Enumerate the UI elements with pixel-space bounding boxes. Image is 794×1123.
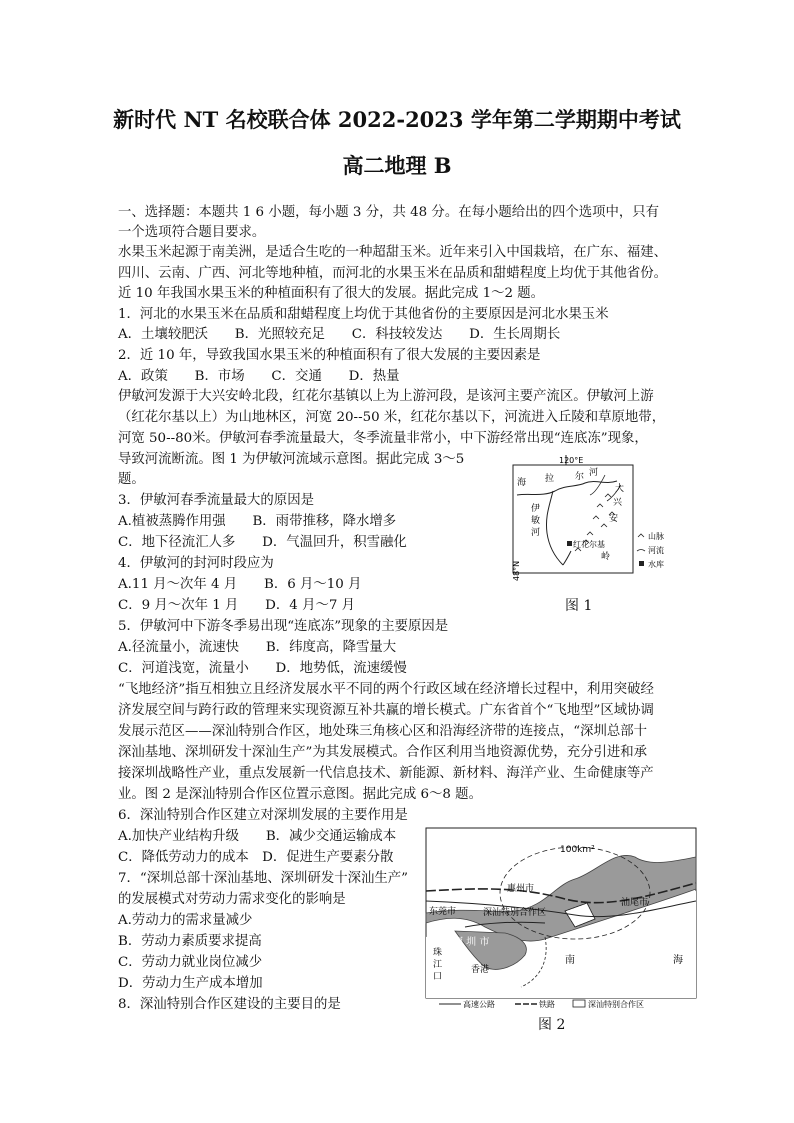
text-line: A．政策 B．市场 C．交通 D．热量 — [118, 369, 400, 384]
text-line: 题。 — [118, 472, 145, 487]
range-da: 大 — [615, 484, 625, 494]
place-hai: 海 — [517, 478, 527, 488]
text-line: “飞地经济”指互相独立且经济发展水平不同的两个行政区域在经济增长过程中，利用突破经 — [118, 682, 654, 697]
huizhou-label: 惠州市 — [507, 884, 535, 894]
text-line: 四川、云南、广西、河北等地种植，而河北的水果玉米在品质和甜蜡程度上均优于其他省份。 — [118, 266, 668, 281]
river-min: 敏 — [531, 516, 541, 526]
text-line: 的发展模式对劳动力需求变化的影响是 — [118, 892, 346, 907]
text-line: 深汕基地、深圳研发十深汕生产”为其发展模式。合作区利用当地资源优势，充分引进和承 — [118, 745, 648, 760]
place-la: 拉 — [545, 474, 555, 484]
area-label: 100km² — [560, 845, 595, 855]
range-xing: 兴 — [613, 498, 623, 508]
text-line: 发展示范区——深汕特别合作区，地处珠三角核心区和沿海经济带的连接点，“深圳总部十 — [118, 724, 648, 739]
legend-mountain-symbol — [638, 534, 644, 537]
text-line: 3．伊敏河春季流量最大的原因是 — [118, 493, 314, 508]
text-line: C．河道浅宽，流量小 D．地势低，流速缓慢 — [118, 661, 407, 676]
text-line: 济发展空间与跨行政的管理来实现资源互补共赢的增长模式。广东省首个“飞地型”区域协调 — [118, 703, 654, 718]
text-line: D．劳动力生产成本增加 — [118, 976, 263, 991]
longitude-label: 120°E — [559, 456, 584, 465]
text-line: 伊敏河发源于大兴安岭北段，红花尔基镇以上为上游河段，是该河主要产流区。伊敏河上游 — [118, 389, 654, 404]
text-line: A.径流量小，流速快 B．纬度高，降雪量大 — [118, 640, 397, 655]
legend-river-symbol — [637, 550, 645, 552]
text-line: A.加快产业结构升级 B．减少交通运输成本 — [118, 829, 397, 844]
zhujiang-char2: 江 — [433, 960, 443, 970]
figure1-legend — [637, 531, 664, 569]
text-line: 5．伊敏河中下游冬季易出现“连底冻”现象的主要原因是 — [118, 619, 449, 634]
river-he-label: 河 — [589, 468, 599, 478]
text-line: C．降低劳动力的成本 D．促进生产要素分散 — [118, 850, 394, 865]
text-line: C．9 月～次年 1 月 D．4 月～7 月 — [118, 598, 356, 613]
text-line: 导致河流断流。图 1 为伊敏河流域示意图。据此完成 3～5 — [118, 452, 465, 467]
figure1-map — [505, 455, 680, 585]
sea-nan: 南 — [565, 955, 575, 966]
text-line: 近 10 年我国水果玉米的种植面积有了很大的发展。据此完成 1～2 题。 — [118, 286, 545, 301]
legend-mountain: 山脉 — [648, 532, 664, 541]
text-line: 7．“深圳总部十深汕基地、深圳研发十深汕生产” — [118, 871, 409, 886]
range-an: 安 — [609, 514, 619, 524]
exam-title: 新时代 NT 名校联合体 2022-2023 学年第二学期期中考试 — [113, 107, 681, 132]
figure1-caption: 图 1 — [565, 598, 593, 614]
sea-hai: 海 — [673, 955, 683, 966]
text-line: A.植被蒸腾作用强 B．雨带推移，降水增多 — [118, 514, 397, 529]
reservoir-marker — [567, 541, 572, 546]
river-he2: 河 — [531, 528, 541, 538]
exam-subtitle: 高二地理 B — [342, 153, 452, 178]
text-line: A.11 月～次年 4 月 B．6 月～10 月 — [118, 577, 362, 592]
text-line: B．劳动力素质要求提高 — [118, 934, 262, 949]
text-line: C．地下径流汇人多 D．气温回升，积雪融化 — [118, 535, 407, 550]
shenshan-label: 深汕特别合作区 — [483, 908, 547, 918]
text-line: 一、选择题：本题共 1 6 小题，每小题 3 分，共 48 分。在每小题给出的四个选项中，只有 — [118, 205, 660, 220]
place-er: 尔 — [575, 472, 585, 482]
zhujiang-char1: 珠 — [433, 948, 443, 958]
text-line: 业。图 2 是深汕特别合作区位置示意图。据此完成 6～8 题。 — [118, 787, 482, 802]
legend-zone: 深汕特别合作区 — [588, 1000, 644, 1009]
text-line: （红花尔基以上）为山地林区，河宽 20--50 米，红花尔基以下，河流进入丘陵和草原地带， — [118, 410, 666, 425]
legend-reservoir-symbol — [639, 561, 644, 566]
range-ling: 岭 — [601, 552, 611, 562]
text-line: A.劳动力的需求量减少 — [118, 913, 253, 928]
text-line: 水果玉米起源于南美洲，是适合生吃的一种超甜玉米。近年来引入中国栽培，在广东、福建、 — [118, 245, 668, 260]
legend-zone-symbol — [573, 1000, 585, 1007]
legend-highway: 高速公路 — [463, 1000, 495, 1009]
legend-river: 河流 — [648, 546, 664, 555]
latitude-label: 48°N — [512, 560, 521, 581]
legend-railway: 铁路 — [539, 1000, 555, 1009]
figure2-legend — [439, 999, 644, 1009]
text-line: 4．伊敏河的封河时段应为 — [118, 556, 274, 571]
text-line: A．土壤较肥沃 B．光照较充足 C．科技较发达 D．生长周期长 — [118, 327, 561, 342]
text-line: 8．深汕特别合作区建设的主要目的是 — [118, 997, 341, 1012]
hongkong-label: 香港 — [471, 965, 490, 975]
legend-reservoir: 水库 — [648, 560, 664, 569]
dongguan-label: 东莞市 — [429, 907, 457, 917]
text-line: 接深圳战略性产业，重点发展新一代信息技术、新能源、新材料、海洋产业、生命健康等产 — [118, 766, 654, 781]
figure2-caption: 图 2 — [538, 1017, 566, 1033]
text-line: 2．近 10 年，导致我国水果玉米的种植面积有了很大发展的主要因素是 — [118, 348, 541, 363]
shenzhen-label: 深 圳 市 — [453, 937, 490, 948]
river-yi: 伊 — [531, 504, 541, 514]
text-line: C．劳动力就业岗位减少 — [118, 955, 263, 970]
figure2-map — [425, 827, 697, 1009]
text-line: 一个选项符合题目要求。 — [118, 225, 266, 240]
zhujiang-char3: 口 — [433, 972, 443, 982]
town-label: 红花尔基 — [573, 540, 605, 549]
text-line: 1．河北的水果玉米在品质和甜蜡程度上均优于其他省份的主要原因是河北水果玉米 — [118, 307, 609, 322]
text-line: 6．深汕特别合作区建立对深圳发展的主要作用是 — [118, 808, 408, 823]
shanwei-label: 汕尾市 — [621, 898, 649, 908]
text-line: 河宽 50--80米。伊敏河春季流量最大，冬季流量非常小，中下游经常出现“连底冻”现象， — [118, 431, 648, 446]
